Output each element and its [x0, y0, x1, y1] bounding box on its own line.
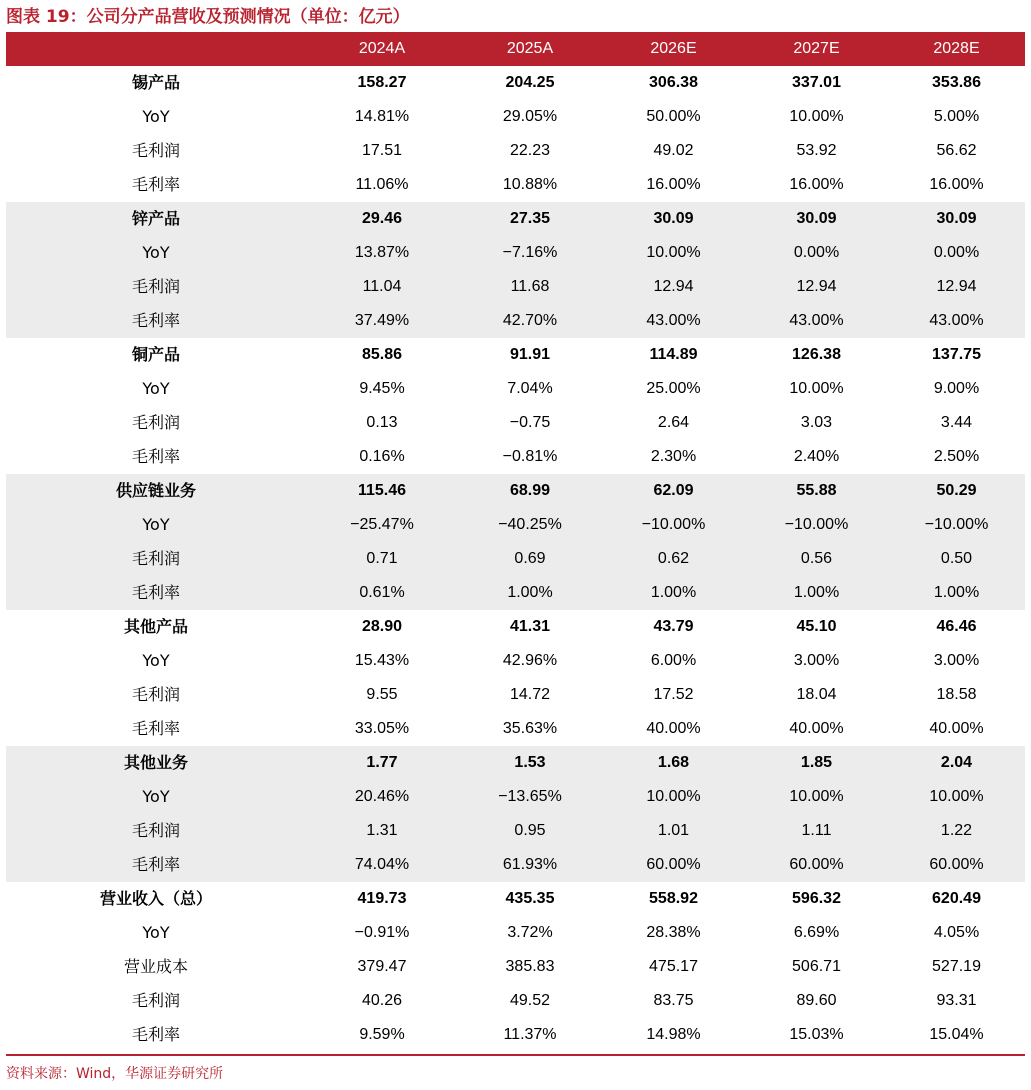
table-row: [6, 338, 1025, 372]
value-cell: 18.04: [796, 686, 837, 703]
value-cell: −0.91%: [354, 924, 410, 941]
value-cell: 306.38: [649, 74, 698, 91]
value-cell: 15.04%: [929, 1026, 984, 1043]
source-note: 资料来源：Wind，华源证券研究所: [6, 1066, 224, 1082]
value-cell: 62.09: [653, 482, 694, 499]
value-cell: 10.00%: [789, 788, 844, 805]
value-cell: 9.55: [366, 686, 398, 703]
value-cell: 115.46: [357, 482, 407, 499]
value-cell: 43.79: [653, 618, 694, 635]
value-cell: 40.00%: [929, 720, 984, 737]
table-row: [6, 474, 1025, 508]
value-cell: 33.05%: [354, 720, 410, 737]
value-cell: 30.09: [936, 210, 977, 227]
value-cell: 13.87%: [354, 244, 410, 261]
table-header-row: [6, 32, 1025, 66]
table-row: [6, 406, 1025, 440]
value-cell: 41.31: [509, 618, 551, 635]
value-cell: 3.03: [800, 414, 833, 431]
value-cell: 558.92: [649, 890, 698, 907]
value-cell: 15.03%: [789, 1026, 844, 1043]
row-label: 毛利润: [131, 685, 180, 704]
value-cell: 27.35: [509, 210, 551, 227]
value-cell: 114.89: [649, 346, 698, 363]
value-cell: 83.75: [653, 992, 694, 1009]
value-cell: −7.16%: [502, 244, 558, 261]
row-label: 铜产品: [131, 345, 180, 364]
value-cell: 29.46: [361, 210, 403, 227]
value-cell: 74.04%: [354, 856, 410, 873]
value-cell: 60.00%: [646, 856, 701, 873]
value-cell: 89.60: [796, 992, 837, 1009]
value-cell: 1.53: [514, 754, 546, 771]
value-cell: 1.31: [366, 822, 398, 839]
value-cell: 1.68: [657, 754, 690, 771]
row-label: YoY: [142, 107, 170, 126]
value-cell: 1.22: [940, 822, 973, 839]
value-cell: 29.05%: [502, 108, 558, 125]
value-cell: 56.62: [936, 142, 977, 159]
value-cell: 40.00%: [789, 720, 844, 737]
value-cell: 137.75: [932, 346, 981, 363]
value-cell: 9.45%: [359, 380, 405, 397]
value-cell: −40.25%: [498, 516, 562, 533]
header-cell-2025a: 2025A: [506, 40, 554, 57]
row-label: YoY: [142, 515, 170, 534]
value-cell: 2.30%: [650, 448, 697, 465]
value-cell: 620.49: [932, 890, 981, 907]
value-cell: 35.63%: [502, 720, 558, 737]
value-cell: 158.27: [357, 74, 407, 91]
row-label: 毛利率: [131, 583, 180, 602]
row-label: YoY: [142, 379, 170, 398]
value-cell: 0.50: [940, 550, 973, 567]
value-cell: −10.00%: [924, 516, 989, 533]
table-row: [6, 678, 1025, 712]
value-cell: 1.00%: [507, 584, 553, 601]
row-label: 毛利率: [131, 1025, 180, 1044]
row-label: 其他产品: [123, 617, 188, 636]
value-cell: 55.88: [796, 482, 837, 499]
value-cell: 20.46%: [354, 788, 410, 805]
value-cell: 6.69%: [793, 924, 840, 941]
header-cell-2024a: 2024A: [358, 40, 406, 57]
header-cell-2028e: 2028E: [933, 40, 980, 57]
row-label: 毛利率: [131, 855, 180, 874]
table-row: [6, 984, 1025, 1018]
value-cell: 40.26: [361, 992, 403, 1009]
value-cell: 42.96%: [502, 652, 558, 669]
table-row: [6, 610, 1025, 644]
value-cell: 43.00%: [789, 312, 844, 329]
value-cell: 353.86: [932, 74, 981, 91]
value-cell: 2.64: [657, 414, 690, 431]
value-cell: 85.86: [361, 346, 403, 363]
row-label: 营业成本: [123, 957, 188, 976]
table-row: [6, 372, 1025, 406]
value-cell: 337.01: [792, 74, 841, 91]
row-label: 其他业务: [123, 753, 188, 772]
value-cell: 50.00%: [646, 108, 701, 125]
value-cell: 40.00%: [646, 720, 701, 737]
value-cell: 0.62: [657, 550, 690, 567]
value-cell: 25.00%: [646, 380, 701, 397]
value-cell: 10.00%: [929, 788, 984, 805]
value-cell: 0.00%: [933, 244, 980, 261]
value-cell: 30.09: [796, 210, 837, 227]
row-label: 锌产品: [131, 209, 180, 228]
row-label: 毛利润: [131, 549, 180, 568]
table-row: [6, 270, 1025, 304]
value-cell: 506.71: [792, 958, 841, 975]
value-cell: 12.94: [796, 278, 837, 295]
header-cell-label: [6, 32, 306, 66]
value-cell: 10.88%: [502, 176, 558, 193]
value-cell: 2.04: [940, 754, 973, 771]
value-cell: −13.65%: [498, 788, 562, 805]
value-cell: 596.32: [792, 890, 841, 907]
value-cell: 3.72%: [507, 924, 553, 941]
value-cell: 0.00%: [793, 244, 840, 261]
value-cell: 0.56: [800, 550, 833, 567]
row-label: 锡产品: [131, 73, 180, 92]
value-cell: 60.00%: [789, 856, 844, 873]
value-cell: 204.25: [505, 74, 555, 91]
value-cell: 11.04: [362, 278, 402, 295]
value-cell: 14.81%: [354, 108, 410, 125]
row-label: YoY: [142, 651, 170, 670]
value-cell: 91.91: [509, 346, 551, 363]
value-cell: 1.01: [657, 822, 690, 839]
table-row: [6, 508, 1025, 542]
row-label: 毛利率: [131, 311, 180, 330]
row-label: 毛利润: [131, 141, 180, 160]
value-cell: 28.90: [361, 618, 403, 635]
value-cell: −0.81%: [502, 448, 558, 465]
header-cell-2027e: 2027E: [793, 40, 840, 57]
value-cell: 15.43%: [354, 652, 410, 669]
value-cell: 37.49%: [354, 312, 410, 329]
table-row: [6, 236, 1025, 270]
value-cell: 28.38%: [646, 924, 701, 941]
value-cell: 1.77: [366, 754, 398, 771]
value-cell: −10.00%: [641, 516, 706, 533]
value-cell: 43.00%: [646, 312, 701, 329]
value-cell: 0.71: [366, 550, 398, 567]
value-cell: 11.06%: [355, 176, 409, 193]
value-cell: 60.00%: [929, 856, 984, 873]
value-cell: 22.23: [509, 142, 551, 159]
value-cell: 50.29: [936, 482, 977, 499]
row-label: 毛利润: [131, 821, 180, 840]
table-row: [6, 202, 1025, 236]
value-cell: 68.99: [509, 482, 551, 499]
value-cell: 0.16%: [359, 448, 405, 465]
table-row: [6, 746, 1025, 780]
table-row: [6, 66, 1025, 100]
value-cell: 16.00%: [929, 176, 984, 193]
value-cell: 4.05%: [933, 924, 980, 941]
value-cell: 0.61%: [359, 584, 405, 601]
value-cell: 9.59%: [359, 1026, 405, 1043]
table-row: [6, 780, 1025, 814]
financial-table: [6, 32, 1025, 1052]
value-cell: 2.50%: [933, 448, 980, 465]
value-cell: 46.46: [936, 618, 977, 635]
table-row: [6, 848, 1025, 882]
value-cell: 1.00%: [793, 584, 840, 601]
value-cell: 126.38: [792, 346, 841, 363]
value-cell: 53.92: [796, 142, 837, 159]
bottom-rule: [6, 1054, 1025, 1056]
value-cell: 93.31: [936, 992, 977, 1009]
value-cell: 10.00%: [789, 108, 844, 125]
value-cell: 0.69: [514, 550, 546, 567]
value-cell: 11.37%: [503, 1026, 557, 1043]
value-cell: 14.72: [509, 686, 551, 703]
value-cell: −25.47%: [350, 516, 414, 533]
value-cell: 10.00%: [646, 788, 701, 805]
table-row: [6, 440, 1025, 474]
value-cell: 43.00%: [929, 312, 984, 329]
table-title: 图表 19：公司分产品营收及预测情况（单位：亿元）: [6, 7, 410, 27]
row-label: 毛利润: [131, 413, 180, 432]
row-label: 营业收入（总）: [99, 889, 212, 908]
value-cell: 6.00%: [650, 652, 697, 669]
row-label: 毛利率: [131, 447, 180, 466]
row-label: YoY: [142, 923, 170, 942]
row-label: 毛利润: [131, 277, 180, 296]
row-label: 毛利润: [131, 991, 180, 1010]
value-cell: 379.47: [357, 958, 407, 975]
value-cell: 12.94: [653, 278, 694, 295]
value-cell: 42.70%: [502, 312, 558, 329]
row-label: 供应链业务: [115, 481, 196, 500]
value-cell: 3.00%: [793, 652, 840, 669]
header-cell-2026e: 2026E: [650, 40, 697, 57]
table-row: [6, 1018, 1025, 1052]
row-label: YoY: [142, 243, 170, 262]
value-cell: 9.00%: [933, 380, 980, 397]
table-row: [6, 644, 1025, 678]
value-cell: 17.52: [653, 686, 694, 703]
table-row: [6, 304, 1025, 338]
value-cell: 435.35: [505, 890, 555, 907]
table-row: [6, 950, 1025, 984]
value-cell: −10.00%: [784, 516, 849, 533]
table-row: [6, 916, 1025, 950]
value-cell: 1.85: [800, 754, 833, 771]
table-row: [6, 712, 1025, 746]
row-label: 毛利率: [131, 175, 180, 194]
value-cell: 7.04%: [507, 380, 553, 397]
table-row: [6, 882, 1025, 916]
value-cell: 16.00%: [789, 176, 844, 193]
row-label: YoY: [142, 787, 170, 806]
table-row: [6, 576, 1025, 610]
value-cell: 49.52: [509, 992, 551, 1009]
value-cell: 385.83: [505, 958, 555, 975]
value-cell: 0.13: [366, 414, 398, 431]
value-cell: 16.00%: [646, 176, 701, 193]
value-cell: 527.19: [932, 958, 981, 975]
row-label: 毛利率: [131, 719, 180, 738]
value-cell: 419.73: [357, 890, 407, 907]
value-cell: 1.00%: [933, 584, 980, 601]
value-cell: 5.00%: [933, 108, 980, 125]
table-body: [6, 66, 1025, 1052]
value-cell: 3.44: [940, 414, 973, 431]
value-cell: 1.11: [801, 822, 832, 839]
table-row: [6, 168, 1025, 202]
value-cell: 61.93%: [502, 856, 558, 873]
value-cell: 3.00%: [933, 652, 980, 669]
value-cell: 10.00%: [646, 244, 701, 261]
value-cell: 11.68: [510, 278, 550, 295]
table-row: [6, 814, 1025, 848]
value-cell: 18.58: [936, 686, 977, 703]
value-cell: 45.10: [796, 618, 837, 635]
value-cell: 10.00%: [789, 380, 844, 397]
value-cell: 2.40%: [793, 448, 840, 465]
value-cell: 30.09: [653, 210, 694, 227]
value-cell: 0.95: [514, 822, 546, 839]
value-cell: 1.00%: [650, 584, 697, 601]
value-cell: 475.17: [649, 958, 698, 975]
value-cell: 14.98%: [646, 1026, 701, 1043]
table-row: [6, 542, 1025, 576]
table-row: [6, 134, 1025, 168]
value-cell: −0.75: [509, 414, 551, 431]
value-cell: 17.51: [361, 142, 403, 159]
value-cell: 49.02: [653, 142, 694, 159]
value-cell: 12.94: [936, 278, 977, 295]
table-row: [6, 100, 1025, 134]
